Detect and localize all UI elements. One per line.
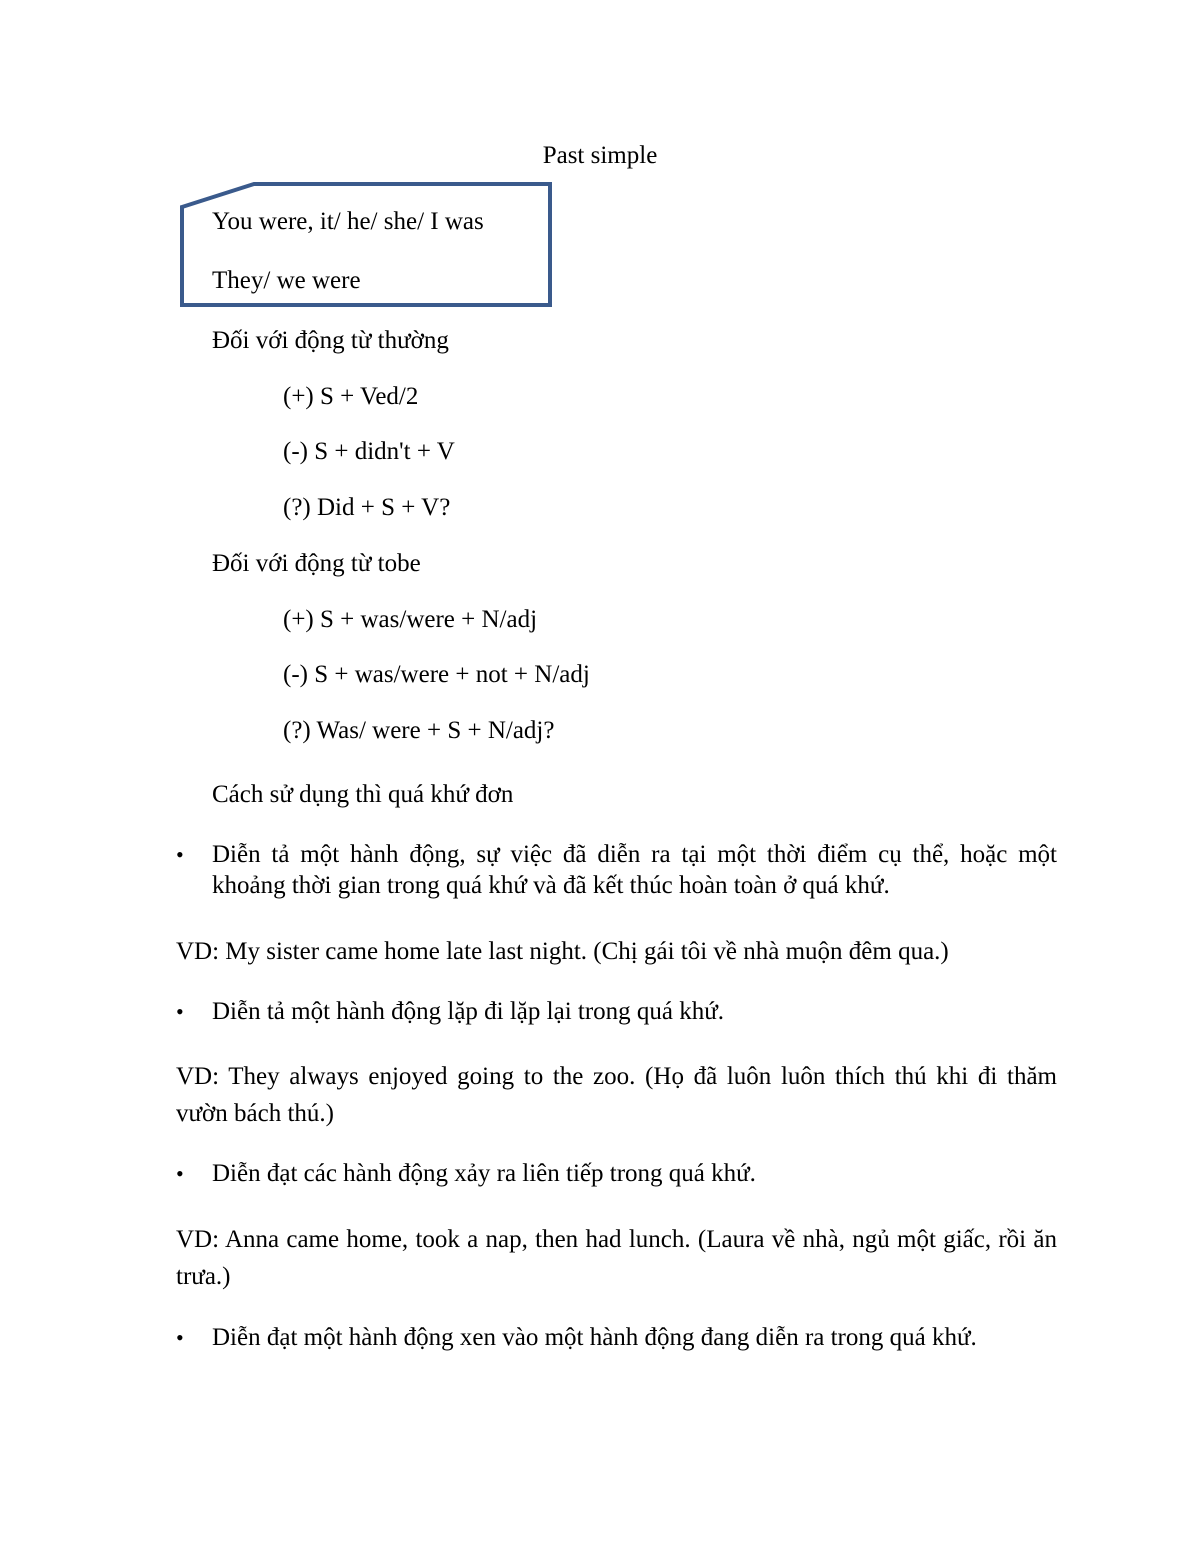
regular-verb-heading: Đối với động từ thường (212, 327, 449, 354)
bullet-dot-icon: • (176, 1325, 184, 1350)
usage-bullet-4 (176, 1322, 1057, 1353)
usage-bullet-3 (176, 1158, 1057, 1189)
usage-bullet-2 (176, 996, 1057, 1027)
usage-bullet-1 (176, 839, 1057, 901)
usage-example-3: VD: Anna came home, took a nap, then had lunch. (Laura về nhà, ngủ một giấc, rồi ăn trưa.) (176, 1226, 1057, 1290)
usage-bullet-text: Diễn tả một hành động, sự việc đã diễn ra tại một thời điểm cụ thể, hoặc một khoảng thời gian trong quá khứ và đã kết thúc hoàn toàn ở quá khứ. (212, 841, 1057, 899)
page-title: Past simple (542, 142, 658, 169)
usage-example-2: VD: They always enjoyed going to the zoo. (Họ đã luôn luôn thích thú khi đi thăm vườn bách thú.) (176, 1063, 1057, 1127)
tobe-positive-formula: (+) S + was/were + N/adj (283, 606, 538, 633)
bullet-dot-icon: • (176, 842, 184, 867)
box-line-plural: They/ we were (212, 267, 361, 294)
tobe-verb-heading: Đối với động từ tobe (212, 550, 421, 577)
box-line-singular: You were, it/ he/ she/ I was (212, 208, 484, 235)
bullet-dot-icon: • (176, 999, 184, 1024)
bullet-dot-icon: • (176, 1161, 184, 1186)
tobe-question-formula: (?) Was/ were + S + N/adj? (283, 717, 555, 744)
usage-bullet-text: Diễn tả một hành động lặp đi lặp lại trong quá khứ. (212, 998, 725, 1025)
regular-positive-formula: (+) S + Ved/2 (283, 383, 419, 410)
usage-bullet-text: Diễn đạt các hành động xảy ra liên tiếp trong quá khứ. (212, 1160, 756, 1187)
regular-negative-formula: (-) S + didn't + V (283, 438, 455, 465)
tobe-negative-formula: (-) S + was/were + not + N/adj (283, 661, 590, 688)
usage-bullet-text: Diễn đạt một hành động xen vào một hành động đang diễn ra trong quá khứ. (212, 1324, 977, 1351)
regular-question-formula: (?) Did + S + V? (283, 494, 451, 521)
usage-example-1: VD: My sister came home late last night. (Chị gái tôi về nhà muộn đêm qua.) (176, 938, 949, 965)
usage-heading: Cách sử dụng thì quá khứ đơn (212, 781, 514, 808)
